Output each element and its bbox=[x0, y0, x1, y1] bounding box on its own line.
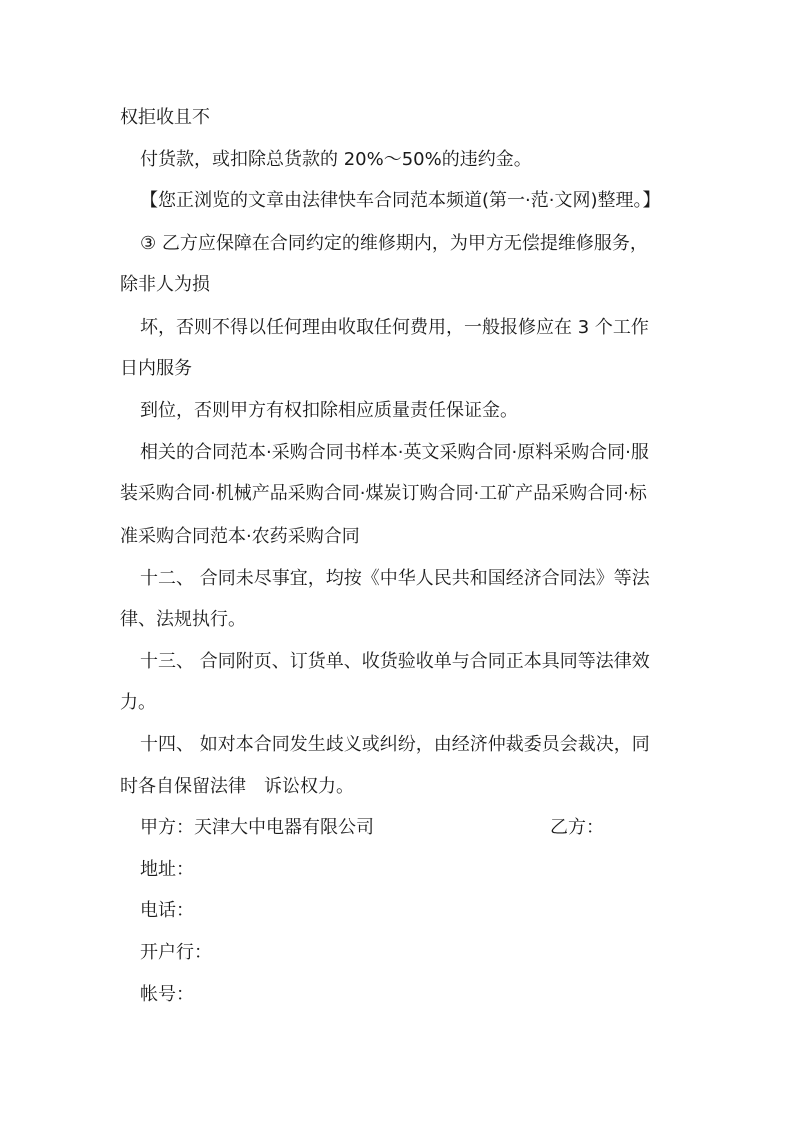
address-label: 地址： bbox=[140, 859, 194, 880]
text-line: 装采购合同·机械产品采购合同·煤炭订购合同·工矿产品采购合同·标 bbox=[120, 483, 647, 504]
text-line: 到位，否则甲方有权扣除相应质量责任保证金。 bbox=[140, 400, 518, 421]
text-line: 律、法规执行。 bbox=[120, 609, 246, 630]
text-line: 日内服务 bbox=[120, 358, 192, 379]
text-line: 准采购合同范本·农药采购合同 bbox=[120, 526, 360, 547]
account-label: 帐号： bbox=[140, 984, 194, 1005]
bank-label: 开户行： bbox=[140, 942, 212, 963]
text-line: 付货款，或扣除总货款的 20%～50%的违约金。 bbox=[140, 149, 532, 170]
text-line: 十二、 合同未尽事宜，均按《中华人民共和国经济合同法》等法 bbox=[140, 568, 650, 589]
text-line: 时各自保留法律 诉讼权力。 bbox=[120, 776, 354, 797]
party-a-label: 甲方：天津大中电器有限公司 bbox=[140, 817, 374, 838]
text-line: 相关的合同范本·采购合同书样本·英文采购合同·原料采购合同·服 bbox=[140, 442, 649, 463]
text-line: 权拒收且不 bbox=[120, 107, 210, 128]
text-line: ③ 乙方应保障在合同约定的维修期内，为甲方无偿提维修服务， bbox=[140, 233, 648, 254]
text-line: 坏，否则不得以任何理由收取任何费用，一般报修应在 3 个工作 bbox=[140, 317, 649, 338]
text-line: 十三、 合同附页、订货单、收货验收单与合同正本具同等法律效 bbox=[140, 651, 650, 672]
text-line: 力。 bbox=[120, 692, 156, 713]
phone-label: 电话： bbox=[140, 900, 194, 921]
party-b-label: 乙方： bbox=[550, 817, 604, 838]
text-line: 【您正浏览的文章由法律快车合同范本频道(第一·范·文网)整理。】 bbox=[140, 190, 661, 211]
text-line: 除非人为损 bbox=[120, 274, 210, 295]
text-line: 十四、 如对本合同发生歧义或纠纷，由经济仲裁委员会裁决，同 bbox=[140, 734, 650, 755]
